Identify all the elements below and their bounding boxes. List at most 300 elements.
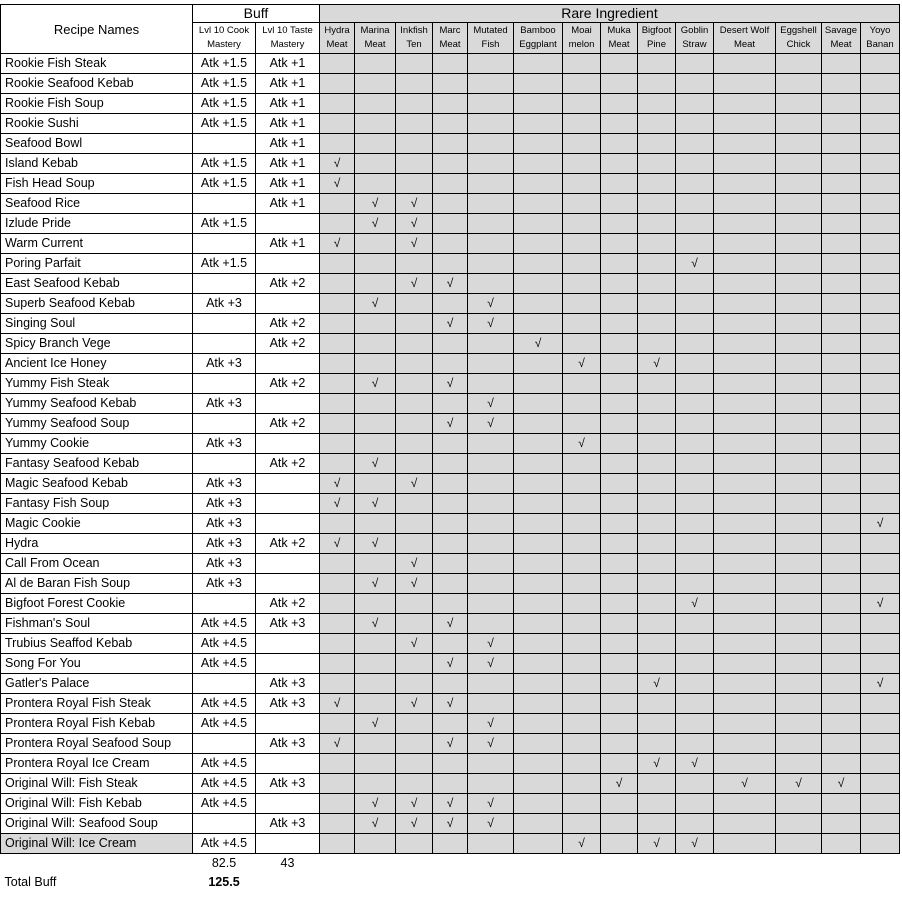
- ingredient-cell[interactable]: [563, 314, 601, 334]
- ingredient-cell[interactable]: [563, 234, 601, 254]
- ingredient-cell[interactable]: √: [601, 774, 638, 794]
- ingredient-cell[interactable]: [563, 214, 601, 234]
- ingredient-cell[interactable]: [638, 494, 676, 514]
- ingredient-cell[interactable]: √: [355, 714, 396, 734]
- ingredient-cell[interactable]: [776, 614, 822, 634]
- ingredient-cell[interactable]: [714, 314, 776, 334]
- ingredient-cell[interactable]: [514, 274, 563, 294]
- ingredient-cell[interactable]: [822, 214, 861, 234]
- ingredient-cell[interactable]: [714, 134, 776, 154]
- ingredient-cell[interactable]: [638, 274, 676, 294]
- ingredient-cell[interactable]: √: [676, 594, 714, 614]
- taste-mastery-cell[interactable]: [256, 514, 320, 534]
- ingredient-cell[interactable]: [514, 634, 563, 654]
- ingredient-cell[interactable]: [468, 74, 514, 94]
- ingredient-cell[interactable]: [638, 54, 676, 74]
- ingredient-cell[interactable]: [320, 514, 355, 534]
- ingredient-cell[interactable]: [861, 54, 900, 74]
- ingredient-cell[interactable]: [822, 634, 861, 654]
- ingredient-cell[interactable]: [601, 54, 638, 74]
- taste-mastery-cell[interactable]: [256, 714, 320, 734]
- ingredient-cell[interactable]: [355, 174, 396, 194]
- ingredient-cell[interactable]: [822, 814, 861, 834]
- ingredient-cell[interactable]: [714, 614, 776, 634]
- ingredient-cell[interactable]: [822, 754, 861, 774]
- cook-mastery-cell[interactable]: Atk +4.5: [193, 694, 256, 714]
- taste-mastery-cell[interactable]: Atk +1: [256, 134, 320, 154]
- ingredient-cell[interactable]: [601, 574, 638, 594]
- ingredient-cell[interactable]: [861, 234, 900, 254]
- ingredient-cell[interactable]: [714, 734, 776, 754]
- ingredient-cell[interactable]: [638, 334, 676, 354]
- ingredient-cell[interactable]: [676, 574, 714, 594]
- ingredient-cell[interactable]: [861, 474, 900, 494]
- ingredient-cell[interactable]: [514, 674, 563, 694]
- ingredient-cell[interactable]: [714, 834, 776, 854]
- ingredient-cell[interactable]: [822, 174, 861, 194]
- ingredient-cell[interactable]: [601, 374, 638, 394]
- ingredient-cell[interactable]: [638, 594, 676, 614]
- ingredient-cell[interactable]: [396, 414, 433, 434]
- taste-mastery-cell[interactable]: Atk +1: [256, 154, 320, 174]
- ingredient-cell[interactable]: [638, 294, 676, 314]
- ingredient-cell[interactable]: [468, 674, 514, 694]
- ingredient-cell[interactable]: [822, 574, 861, 594]
- ingredient-cell[interactable]: [822, 414, 861, 434]
- ingredient-cell[interactable]: [320, 594, 355, 614]
- ingredient-cell[interactable]: [396, 654, 433, 674]
- ingredient-cell[interactable]: [601, 334, 638, 354]
- ingredient-cell[interactable]: [822, 274, 861, 294]
- ingredient-cell[interactable]: [355, 114, 396, 134]
- recipe-name-cell[interactable]: Yummy Seafood Soup: [1, 414, 193, 434]
- ingredient-cell[interactable]: [320, 814, 355, 834]
- ingredient-cell[interactable]: [822, 294, 861, 314]
- ingredient-cell[interactable]: [638, 374, 676, 394]
- ingredient-cell[interactable]: [822, 714, 861, 734]
- ingredient-cell[interactable]: [396, 114, 433, 134]
- ingredient-cell[interactable]: [638, 74, 676, 94]
- ingredient-cell[interactable]: [822, 254, 861, 274]
- ingredient-cell[interactable]: [822, 534, 861, 554]
- ingredient-cell[interactable]: [776, 254, 822, 274]
- ingredient-cell[interactable]: [776, 454, 822, 474]
- ingredient-cell[interactable]: [514, 774, 563, 794]
- taste-mastery-cell[interactable]: Atk +2: [256, 594, 320, 614]
- ingredient-cell[interactable]: [514, 534, 563, 554]
- ingredient-cell[interactable]: [433, 634, 468, 654]
- ingredient-cell[interactable]: [433, 294, 468, 314]
- ingredient-cell[interactable]: [396, 494, 433, 514]
- ingredient-cell[interactable]: [563, 634, 601, 654]
- ingredient-cell[interactable]: [676, 614, 714, 634]
- ingredient-cell[interactable]: [355, 694, 396, 714]
- ingredient-cell[interactable]: [355, 474, 396, 494]
- ingredient-cell[interactable]: [822, 234, 861, 254]
- ingredient-cell[interactable]: [638, 134, 676, 154]
- ingredient-cell[interactable]: [638, 454, 676, 474]
- cook-mastery-cell[interactable]: Atk +1.5: [193, 94, 256, 114]
- ingredient-cell[interactable]: [776, 714, 822, 734]
- ingredient-cell[interactable]: [714, 174, 776, 194]
- ingredient-cell[interactable]: [396, 614, 433, 634]
- ingredient-cell[interactable]: √: [468, 414, 514, 434]
- totals-empty-cell[interactable]: [1, 854, 193, 874]
- ingredient-cell[interactable]: √: [468, 634, 514, 654]
- ingredient-cell[interactable]: [601, 254, 638, 274]
- ingredient-cell[interactable]: [676, 174, 714, 194]
- ingredient-cell[interactable]: [714, 254, 776, 274]
- ingredient-cell[interactable]: [433, 334, 468, 354]
- ingredient-cell[interactable]: [433, 574, 468, 594]
- ingredient-cell[interactable]: [396, 514, 433, 534]
- ingredient-cell[interactable]: [563, 374, 601, 394]
- ingredient-cell[interactable]: [563, 754, 601, 774]
- recipe-name-cell[interactable]: Song For You: [1, 654, 193, 674]
- ingredient-cell[interactable]: [320, 334, 355, 354]
- ingredient-cell[interactable]: √: [355, 534, 396, 554]
- ingredient-cell[interactable]: [514, 834, 563, 854]
- ingredient-cell[interactable]: [468, 234, 514, 254]
- ingredient-cell[interactable]: [514, 254, 563, 274]
- recipe-name-cell[interactable]: Yummy Seafood Kebab: [1, 394, 193, 414]
- recipe-name-cell[interactable]: Magic Seafood Kebab: [1, 474, 193, 494]
- ingredient-cell[interactable]: [822, 54, 861, 74]
- ingredient-cell[interactable]: [676, 334, 714, 354]
- taste-mastery-cell[interactable]: Atk +2: [256, 454, 320, 474]
- ingredient-header[interactable]: Marc Meat: [433, 23, 468, 54]
- ingredient-cell[interactable]: [355, 54, 396, 74]
- ingredient-cell[interactable]: [714, 714, 776, 734]
- cook-mastery-cell[interactable]: Atk +4.5: [193, 634, 256, 654]
- total-buff-label[interactable]: Total Buff: [4, 875, 57, 889]
- ingredient-cell[interactable]: [320, 614, 355, 634]
- cook-mastery-cell[interactable]: Atk +4.5: [193, 794, 256, 814]
- ingredient-cell[interactable]: [822, 374, 861, 394]
- cook-mastery-cell[interactable]: [193, 134, 256, 154]
- ingredient-cell[interactable]: [822, 334, 861, 354]
- ingredient-cell[interactable]: √: [396, 234, 433, 254]
- ingredient-cell[interactable]: [433, 254, 468, 274]
- recipe-name-cell[interactable]: Fantasy Seafood Kebab: [1, 454, 193, 474]
- ingredient-cell[interactable]: [468, 374, 514, 394]
- ingredient-cell[interactable]: [320, 834, 355, 854]
- ingredient-cell[interactable]: [355, 734, 396, 754]
- ingredient-cell[interactable]: [776, 734, 822, 754]
- taste-mastery-cell[interactable]: [256, 474, 320, 494]
- ingredient-cell[interactable]: [776, 334, 822, 354]
- ingredient-cell[interactable]: [601, 554, 638, 574]
- ingredient-cell[interactable]: [861, 654, 900, 674]
- grand-total-cell[interactable]: 125.5: [208, 875, 240, 889]
- ingredient-cell[interactable]: [776, 494, 822, 514]
- recipe-name-cell[interactable]: Prontera Royal Fish Kebab: [1, 714, 193, 734]
- cook-mastery-cell[interactable]: [193, 454, 256, 474]
- ingredient-cell[interactable]: √: [468, 734, 514, 754]
- ingredient-cell[interactable]: [514, 474, 563, 494]
- recipe-name-cell[interactable]: Island Kebab: [1, 154, 193, 174]
- ingredient-cell[interactable]: [320, 774, 355, 794]
- recipe-name-cell[interactable]: Original Will: Seafood Soup: [1, 814, 193, 834]
- ingredient-cell[interactable]: [638, 154, 676, 174]
- ingredient-header[interactable]: Inkfish Ten: [396, 23, 433, 54]
- ingredient-cell[interactable]: [563, 334, 601, 354]
- cook-mastery-cell[interactable]: [193, 234, 256, 254]
- ingredient-cell[interactable]: [355, 414, 396, 434]
- ingredient-cell[interactable]: √: [861, 514, 900, 534]
- ingredient-cell[interactable]: √: [433, 614, 468, 634]
- ingredient-cell[interactable]: [396, 294, 433, 314]
- ingredient-cell[interactable]: [468, 694, 514, 714]
- ingredient-cell[interactable]: [638, 774, 676, 794]
- ingredient-cell[interactable]: √: [320, 534, 355, 554]
- ingredient-cell[interactable]: [638, 554, 676, 574]
- ingredient-cell[interactable]: √: [320, 474, 355, 494]
- ingredient-cell[interactable]: [563, 514, 601, 534]
- ingredient-cell[interactable]: [714, 294, 776, 314]
- cook-mastery-cell[interactable]: Atk +3: [193, 514, 256, 534]
- ingredient-cell[interactable]: [676, 494, 714, 514]
- ingredient-cell[interactable]: [776, 134, 822, 154]
- ingredient-cell[interactable]: [638, 654, 676, 674]
- ingredient-cell[interactable]: [676, 94, 714, 114]
- taste-mastery-cell[interactable]: Atk +2: [256, 534, 320, 554]
- ingredient-cell[interactable]: [355, 94, 396, 114]
- ingredient-cell[interactable]: [396, 774, 433, 794]
- ingredient-cell[interactable]: [514, 714, 563, 734]
- ingredient-cell[interactable]: [514, 454, 563, 474]
- ingredient-cell[interactable]: [638, 694, 676, 714]
- rare-ingredient-header[interactable]: Rare Ingredient: [320, 5, 900, 23]
- ingredient-cell[interactable]: [563, 594, 601, 614]
- ingredient-cell[interactable]: [776, 514, 822, 534]
- taste-mastery-cell[interactable]: [256, 434, 320, 454]
- recipe-name-cell[interactable]: Seafood Bowl: [1, 134, 193, 154]
- ingredient-cell[interactable]: [776, 834, 822, 854]
- ingredient-cell[interactable]: [514, 134, 563, 154]
- ingredient-cell[interactable]: [563, 114, 601, 134]
- ingredient-cell[interactable]: [676, 154, 714, 174]
- ingredient-cell[interactable]: [563, 394, 601, 414]
- ingredient-cell[interactable]: [514, 414, 563, 434]
- ingredient-cell[interactable]: [638, 614, 676, 634]
- recipe-name-cell[interactable]: Fish Head Soup: [1, 174, 193, 194]
- ingredient-cell[interactable]: [776, 674, 822, 694]
- ingredient-cell[interactable]: √: [676, 254, 714, 274]
- ingredient-cell[interactable]: [601, 514, 638, 534]
- ingredient-header[interactable]: Eggshell Chick: [776, 23, 822, 54]
- ingredient-cell[interactable]: [714, 574, 776, 594]
- ingredient-cell[interactable]: [320, 314, 355, 334]
- ingredient-cell[interactable]: √: [320, 494, 355, 514]
- ingredient-cell[interactable]: [468, 494, 514, 514]
- ingredient-cell[interactable]: [514, 234, 563, 254]
- recipe-name-cell[interactable]: Fishman's Soul: [1, 614, 193, 634]
- cook-mastery-cell[interactable]: Atk +4.5: [193, 774, 256, 794]
- ingredient-cell[interactable]: [601, 234, 638, 254]
- cook-total-cell[interactable]: 82.5: [211, 856, 237, 870]
- ingredient-cell[interactable]: [714, 474, 776, 494]
- cook-mastery-cell[interactable]: Atk +3: [193, 474, 256, 494]
- cook-mastery-cell[interactable]: [193, 814, 256, 834]
- ingredient-cell[interactable]: √: [638, 754, 676, 774]
- taste-mastery-cell[interactable]: [256, 214, 320, 234]
- ingredient-cell[interactable]: [355, 394, 396, 414]
- ingredient-cell[interactable]: [638, 734, 676, 754]
- ingredient-cell[interactable]: [714, 74, 776, 94]
- cook-mastery-cell[interactable]: [193, 334, 256, 354]
- ingredient-cell[interactable]: [601, 594, 638, 614]
- ingredient-cell[interactable]: [563, 694, 601, 714]
- ingredient-cell[interactable]: [776, 234, 822, 254]
- ingredient-cell[interactable]: [433, 214, 468, 234]
- ingredient-cell[interactable]: [714, 794, 776, 814]
- taste-mastery-cell[interactable]: Atk +2: [256, 334, 320, 354]
- ingredient-cell[interactable]: [676, 394, 714, 414]
- ingredient-cell[interactable]: [822, 554, 861, 574]
- ingredient-cell[interactable]: [320, 194, 355, 214]
- ingredient-cell[interactable]: [638, 94, 676, 114]
- cook-mastery-cell[interactable]: Atk +4.5: [193, 754, 256, 774]
- ingredient-cell[interactable]: [514, 814, 563, 834]
- ingredient-cell[interactable]: [676, 54, 714, 74]
- ingredient-cell[interactable]: [822, 834, 861, 854]
- ingredient-cell[interactable]: [396, 374, 433, 394]
- ingredient-cell[interactable]: [861, 694, 900, 714]
- taste-mastery-cell[interactable]: [256, 294, 320, 314]
- taste-mastery-cell[interactable]: Atk +1: [256, 94, 320, 114]
- ingredient-cell[interactable]: [355, 354, 396, 374]
- ingredient-cell[interactable]: [861, 414, 900, 434]
- ingredient-cell[interactable]: [601, 454, 638, 474]
- ingredient-cell[interactable]: [563, 774, 601, 794]
- ingredient-cell[interactable]: [638, 634, 676, 654]
- ingredient-cell[interactable]: [676, 554, 714, 574]
- ingredient-cell[interactable]: [714, 594, 776, 614]
- recipe-name-cell[interactable]: Trubius Seaffod Kebab: [1, 634, 193, 654]
- ingredient-cell[interactable]: [676, 114, 714, 134]
- ingredient-cell[interactable]: [776, 414, 822, 434]
- ingredient-cell[interactable]: [468, 134, 514, 154]
- ingredient-cell[interactable]: [355, 594, 396, 614]
- ingredient-cell[interactable]: [638, 394, 676, 414]
- taste-mastery-cell[interactable]: [256, 574, 320, 594]
- recipe-name-cell[interactable]: Ancient Ice Honey: [1, 354, 193, 374]
- ingredient-cell[interactable]: [563, 74, 601, 94]
- ingredient-cell[interactable]: [601, 494, 638, 514]
- cook-mastery-cell[interactable]: Atk +3: [193, 354, 256, 374]
- ingredient-cell[interactable]: [776, 294, 822, 314]
- ingredient-cell[interactable]: √: [468, 394, 514, 414]
- cook-mastery-cell[interactable]: [193, 194, 256, 214]
- ingredient-cell[interactable]: [776, 74, 822, 94]
- ingredient-cell[interactable]: [601, 534, 638, 554]
- ingredient-cell[interactable]: [601, 734, 638, 754]
- taste-mastery-cell[interactable]: [256, 354, 320, 374]
- ingredient-cell[interactable]: [601, 114, 638, 134]
- ingredient-cell[interactable]: [355, 274, 396, 294]
- ingredient-cell[interactable]: [714, 334, 776, 354]
- ingredient-cell[interactable]: [822, 114, 861, 134]
- ingredient-cell[interactable]: [355, 254, 396, 274]
- ingredient-cell[interactable]: √: [822, 774, 861, 794]
- recipe-name-cell[interactable]: Gatler's Palace: [1, 674, 193, 694]
- ingredient-cell[interactable]: [714, 374, 776, 394]
- ingredient-cell[interactable]: [320, 654, 355, 674]
- ingredient-cell[interactable]: [822, 654, 861, 674]
- taste-mastery-cell[interactable]: Atk +1: [256, 114, 320, 134]
- ingredient-cell[interactable]: [563, 194, 601, 214]
- ingredient-cell[interactable]: [776, 394, 822, 414]
- cook-mastery-cell[interactable]: Atk +1.5: [193, 74, 256, 94]
- taste-mastery-cell[interactable]: Atk +3: [256, 674, 320, 694]
- recipe-name-cell[interactable]: Prontera Royal Seafood Soup: [1, 734, 193, 754]
- ingredient-cell[interactable]: [822, 154, 861, 174]
- ingredient-cell[interactable]: [676, 534, 714, 554]
- ingredient-cell[interactable]: [714, 274, 776, 294]
- ingredient-header[interactable]: Yoyo Banan: [861, 23, 900, 54]
- ingredient-cell[interactable]: [861, 314, 900, 334]
- ingredient-cell[interactable]: [396, 94, 433, 114]
- ingredient-cell[interactable]: [861, 634, 900, 654]
- ingredient-cell[interactable]: [822, 74, 861, 94]
- cook-mastery-cell[interactable]: Atk +4.5: [193, 714, 256, 734]
- taste-mastery-cell[interactable]: Atk +3: [256, 734, 320, 754]
- taste-mastery-cell[interactable]: Atk +3: [256, 814, 320, 834]
- ingredient-cell[interactable]: √: [468, 294, 514, 314]
- ingredient-cell[interactable]: [514, 194, 563, 214]
- taste-mastery-cell[interactable]: Atk +2: [256, 274, 320, 294]
- ingredient-cell[interactable]: [861, 774, 900, 794]
- cook-mastery-cell[interactable]: Atk +1.5: [193, 254, 256, 274]
- ingredient-cell[interactable]: √: [320, 734, 355, 754]
- cook-mastery-cell[interactable]: Atk +3: [193, 534, 256, 554]
- recipe-name-cell[interactable]: Original Will: Fish Kebab: [1, 794, 193, 814]
- ingredient-cell[interactable]: [714, 394, 776, 414]
- ingredient-cell[interactable]: [514, 574, 563, 594]
- ingredient-cell[interactable]: [822, 674, 861, 694]
- ingredient-cell[interactable]: [320, 54, 355, 74]
- ingredient-cell[interactable]: [714, 214, 776, 234]
- recipe-name-cell[interactable]: Poring Parfait: [1, 254, 193, 274]
- ingredient-cell[interactable]: [320, 414, 355, 434]
- ingredient-cell[interactable]: √: [514, 334, 563, 354]
- ingredient-cell[interactable]: [714, 814, 776, 834]
- ingredient-cell[interactable]: [714, 194, 776, 214]
- ingredient-cell[interactable]: [433, 714, 468, 734]
- ingredient-cell[interactable]: [861, 134, 900, 154]
- ingredient-cell[interactable]: [355, 834, 396, 854]
- ingredient-header[interactable]: Marina Meat: [355, 23, 396, 54]
- ingredient-cell[interactable]: [514, 74, 563, 94]
- taste-mastery-cell[interactable]: Atk +3: [256, 614, 320, 634]
- taste-mastery-cell[interactable]: Atk +1: [256, 54, 320, 74]
- ingredient-cell[interactable]: [396, 394, 433, 414]
- recipe-name-cell[interactable]: Bigfoot Forest Cookie: [1, 594, 193, 614]
- ingredient-cell[interactable]: [320, 294, 355, 314]
- ingredient-cell[interactable]: [563, 254, 601, 274]
- ingredient-cell[interactable]: [468, 334, 514, 354]
- ingredient-cell[interactable]: [601, 634, 638, 654]
- cook-mastery-cell[interactable]: Atk +4.5: [193, 834, 256, 854]
- ingredient-cell[interactable]: [355, 154, 396, 174]
- ingredient-cell[interactable]: [861, 354, 900, 374]
- ingredient-cell[interactable]: [320, 754, 355, 774]
- ingredient-cell[interactable]: [563, 54, 601, 74]
- ingredient-cell[interactable]: [638, 534, 676, 554]
- ingredient-cell[interactable]: [433, 834, 468, 854]
- ingredient-cell[interactable]: [355, 74, 396, 94]
